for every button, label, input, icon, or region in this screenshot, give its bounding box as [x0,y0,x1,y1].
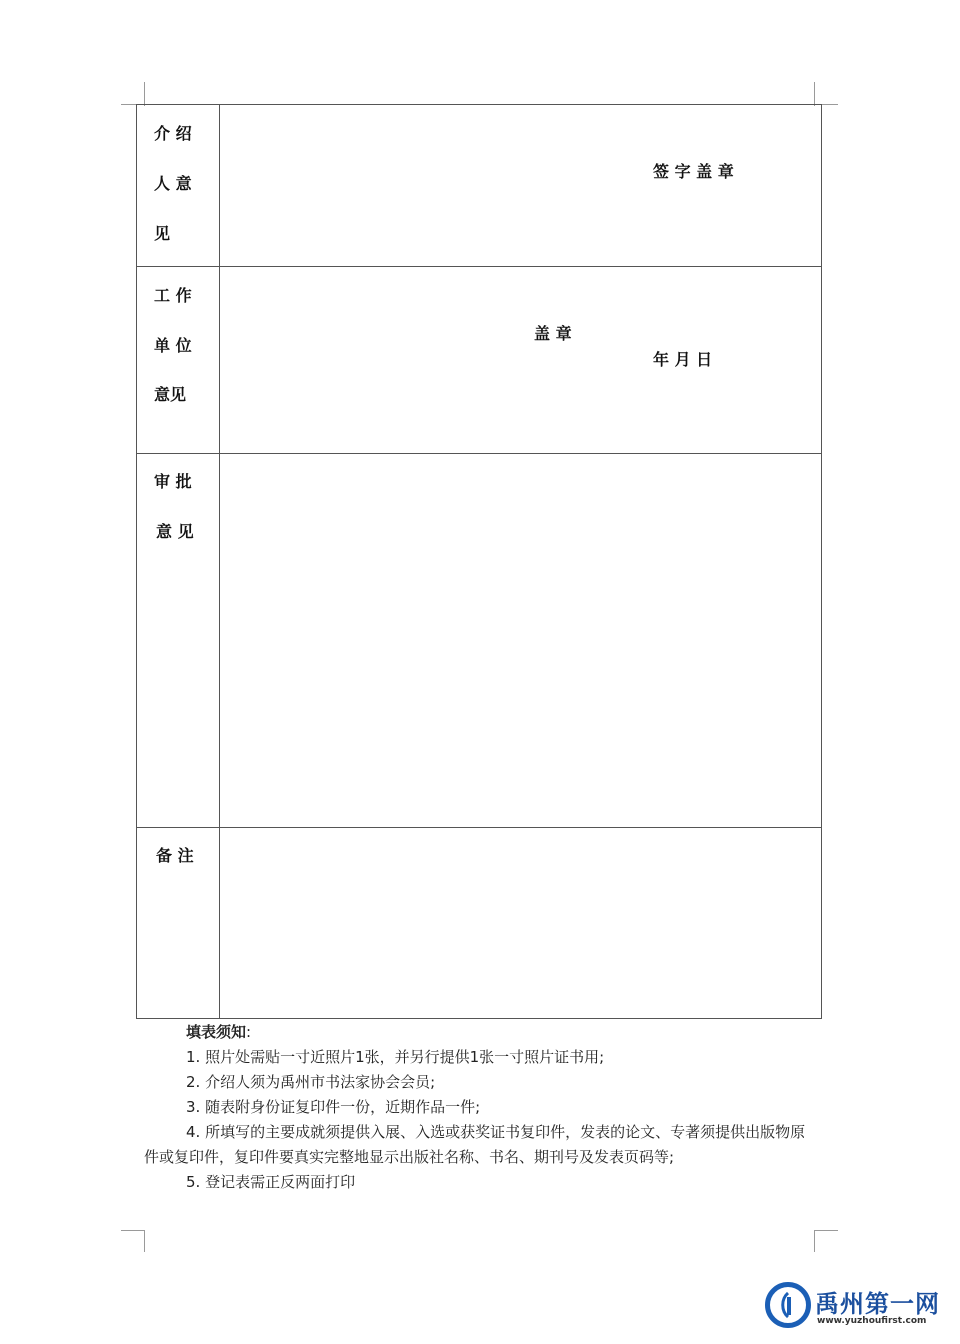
section-label-line: 人 意 [154,174,192,193]
section-label-cell [137,105,220,266]
seal-label: 盖 章 [534,324,572,343]
crop-mark-top-left-v [144,82,145,106]
section-approval-opinion [137,454,821,828]
instruction-item: 2. 介绍人须为禹州市书法家协会会员; [186,1073,436,1091]
section-label-line: 意 见 [156,522,194,541]
date-label: 年 月 日 [653,350,713,369]
registration-form-table [136,104,822,1019]
section-label-line: 工 作 [154,286,192,305]
fill-instructions [144,1020,814,1195]
section-label-cell [137,828,220,1018]
instructions-heading-text: 填表须知 [186,1023,247,1041]
site-logo-icon [765,1282,811,1328]
employer-opinion-field[interactable] [220,267,821,453]
instruction-item: 4. 所填写的主要成就须提供入展、入选或获奖证书复印件，发表的论文、专著须提供出版物原件或复印件，复印件要真实完整地显示出版社名称、书名、期刊号及发表页码等; [144,1123,806,1166]
section-label-line: 单 位 [154,336,192,355]
crop-mark-top-right-v [814,82,815,106]
section-remarks [137,828,821,1018]
instruction-item: 1. 照片处需贴一寸近照片1张，并另行提供1张一寸照片证书用; [186,1048,605,1066]
section-label-cell [137,454,220,827]
crop-mark-bottom-left-v [144,1230,145,1252]
section-introducer-opinion [137,105,821,267]
section-employer-opinion [137,267,821,454]
section-label-line: 备 注 [156,846,194,865]
instruction-item: 3. 随表附身份证复印件一份，近期作品一件; [186,1098,481,1116]
crop-mark-bottom-right-v [814,1230,815,1252]
section-label-line: 意见 [154,385,187,404]
watermark-url: www.yuzhoufirst.com [817,1316,927,1326]
watermark-site-name: 禹州第一网 [815,1290,940,1318]
instruction-item: 5. 登记表需正反两面打印 [186,1173,356,1191]
instructions-heading-colon: : [246,1023,252,1041]
crop-mark-bottom-left-h [121,1230,145,1231]
remarks-field[interactable] [220,828,821,1018]
crop-mark-bottom-right-h [814,1230,838,1231]
approval-opinion-field[interactable] [220,454,821,827]
instructions-heading [144,1020,814,1045]
signature-stamp-label: 签 字 盖 章 [653,162,734,181]
site-watermark [765,1282,940,1332]
section-label-line: 介 绍 [154,124,192,143]
section-label-cell [137,267,220,453]
introducer-opinion-field[interactable] [220,105,821,266]
section-label-line: 见 [154,224,171,243]
section-label-line: 审 批 [154,472,192,491]
